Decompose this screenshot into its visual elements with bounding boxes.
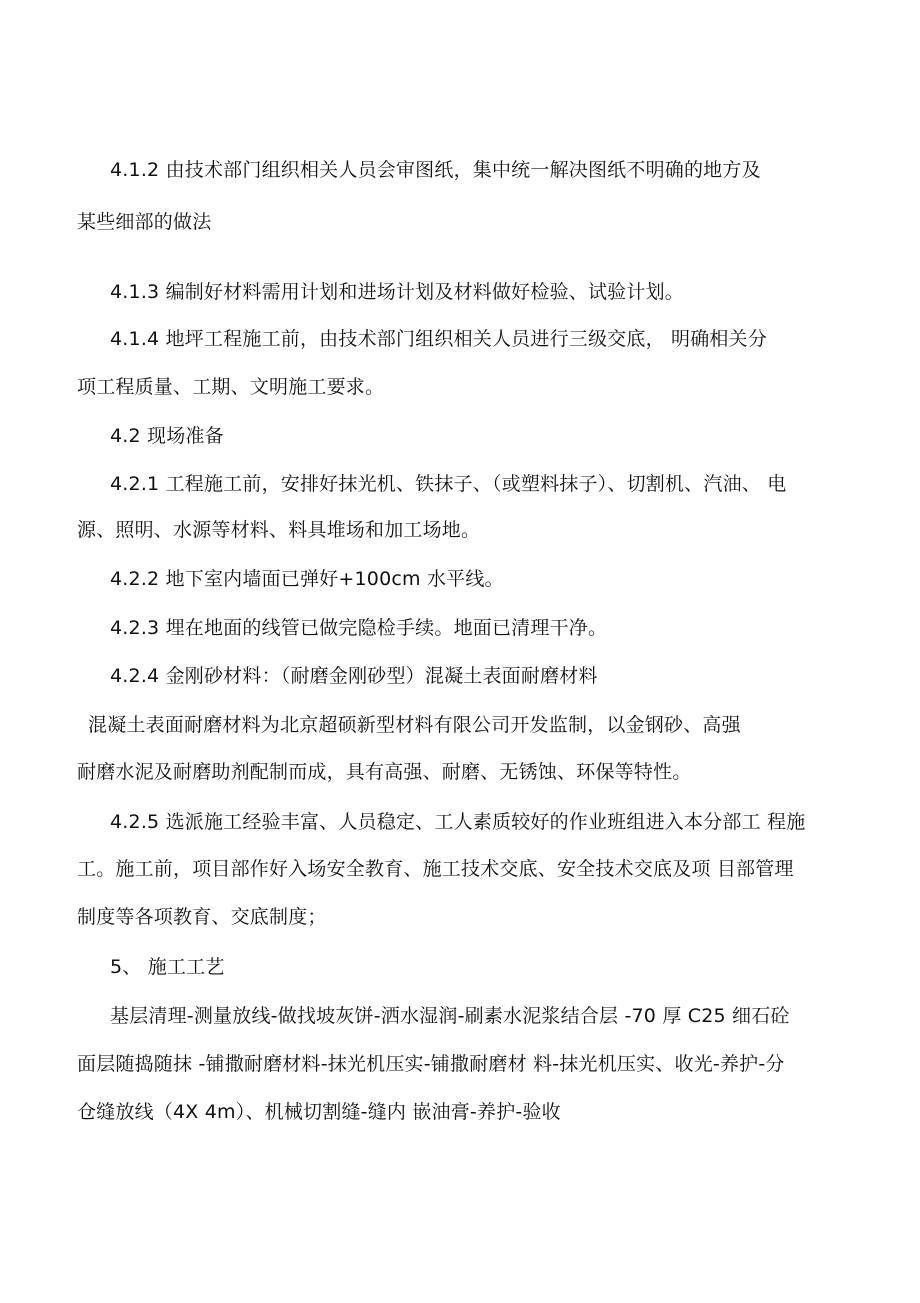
text-line-4-1-4-cont: 项工程质量、工期、文明施工要求。	[77, 376, 385, 398]
text-line-process-cont2: 仓缝放线（4X 4m）、机械切割缝-缝内 嵌油膏-养护-验收	[77, 1101, 561, 1123]
text-line-4-2-1-cont: 源、照明、水源等材料、料具堆场和加工场地。	[77, 519, 481, 541]
text-line-4-1-2: 4.1.2 由技术部门组织相关人员会审图纸，集中统一解决图纸不明确的地方及	[110, 159, 761, 181]
text-line-process: 基层清理-测量放线-做找坡灰饼-洒水湿润-刷素水泥浆结合层 -70 厚 C25 细石砼	[110, 1005, 790, 1027]
text-line-material-desc: 混凝土表面耐磨材料为北京超硕新型材料有限公司开发监制，以金钢砂、高强	[88, 714, 741, 736]
text-line-4-2-2: 4.2.2 地下室内墙面已弹好+100cm 水平线。	[110, 568, 504, 590]
text-line-4-1-4: 4.1.4 地坪工程施工前，由技术部门组织相关人员进行三级交底， 明确相关分	[110, 328, 768, 350]
text-line-4-2-1: 4.2.1 工程施工前，安排好抹光机、铁抹子、（或塑料抹子）、切割机、汽油、 电	[110, 473, 787, 495]
section-heading-5: 5、 施工工艺	[110, 956, 225, 978]
text-line-process-cont: 面层随捣随抹 -铺撒耐磨材料-抹光机压实-铺撒耐磨材 料-抹光机压实、收光-养护-分	[77, 1053, 785, 1075]
text-line-4-1-2-cont: 某些细部的做法	[77, 211, 212, 233]
text-line-4-2-5: 4.2.5 选派施工经验丰富、人员稳定、工人素质较好的作业班组进入本分部工 程施	[110, 811, 806, 833]
text-line-4-2-5-cont2: 制度等各项教育、交底制度；	[77, 906, 327, 928]
text-line-4-1-3: 4.1.3 编制好材料需用计划和进场计划及材料做好检验、试验计划。	[110, 281, 684, 303]
text-line-4-2-4: 4.2.4 金刚砂材料：（耐磨金刚砂型）混凝土表面耐磨材料	[110, 665, 598, 687]
text-line-4-2-3: 4.2.3 埋在地面的线管已做完隐检手续。地面已清理干净。	[110, 617, 608, 639]
section-heading-4-2: 4.2 现场准备	[110, 425, 224, 447]
text-line-material-desc-cont: 耐磨水泥及耐磨助剂配制而成，具有高强、耐磨、无锈蚀、环保等特性。	[77, 761, 692, 783]
text-line-4-2-5-cont: 工。施工前，项目部作好入场安全教育、施工技术交底、安全技术交底及项 目部管理	[77, 858, 794, 880]
